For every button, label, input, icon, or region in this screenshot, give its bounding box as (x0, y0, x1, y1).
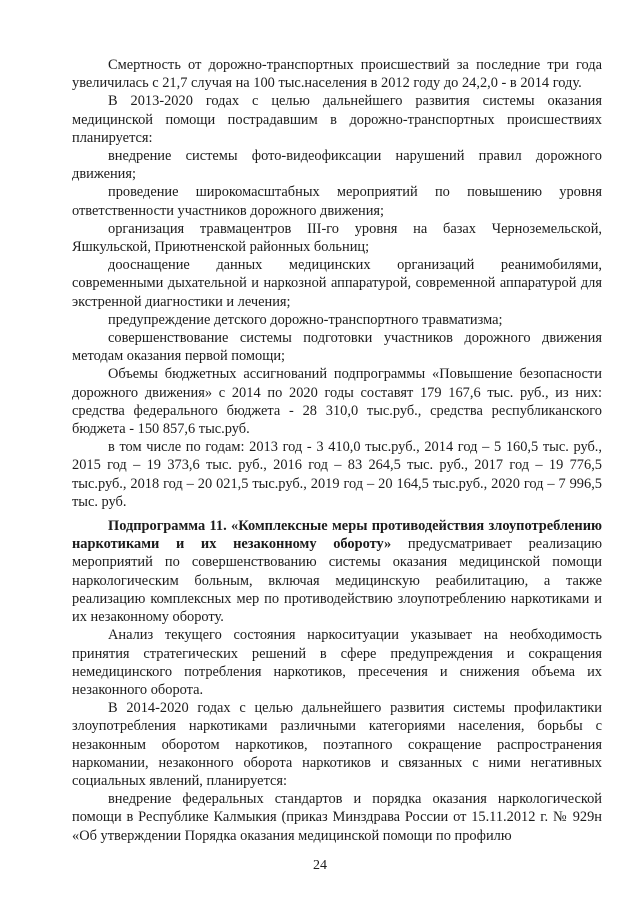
paragraph-analysis: Анализ текущего состояния наркоситуации указывает на необходимость принятия стратегических решений в сфере предупреждения и сокращения немедицинского потребления наркотиков, пресечения и снижения объема их незаконного оборота. (72, 627, 602, 698)
paragraph-prevention-plan: В 2014-2020 годах с целью дальнейшего развития системы профилактики злоупотребления наркотиками различными категориями населения, борьбы с незаконным оборотом наркотиков, поэтапного сокращение распространения наркомании, незаконного оборота наркотиков и связанных с ними негативных социальных явлений, планируется: (72, 700, 602, 789)
paragraph-budget: Объемы бюджетных ассигнований подпрограммы «Повышение безопасности дорожного движения» с 2014 по 2020 годы составят 179 167,6 тыс. руб., из них: средства федерального бюджета - 28 310,0 тыс.руб., средства республиканского бюджета - 150 857,6 тыс.руб. (72, 366, 602, 438)
paragraph-mortality: Смертность от дорожно-транспортных происшествий за последние три года увеличилась с 21,7 случая на 100 тыс.населения в 2012 году до 24,2,0 - в 2014 году. (72, 57, 602, 92)
paragraph-plan-intro: В 2013-2020 годах с целью дальнейшего развития системы оказания медицинской помощи пострадавшим в дорожно-транспортных происшествиях планируется: (72, 93, 602, 146)
list-item-trauma-centers: организация травмацентров III-го уровня на базах Черноземельской, Яшкульской, Приютненской районных больниц; (72, 220, 602, 256)
list-item-equipment: дооснащение данных медицинских организаций реанимобилями, современными дыхательной и наркозной аппаратурой, современной аппаратурой для экстренной диагностики и лечения; (72, 257, 602, 310)
subprogram-title: Подпрограмма 11. «Комплексные меры противодействия злоупотреблению наркотиками и их незаконному обороту» (72, 518, 602, 553)
list-item-child-injury: предупреждение детского дорожно-транспортного травматизма; (108, 311, 503, 328)
paragraph-budget-years: в том числе по годам: 2013 год - 3 410,0 тыс.руб., 2014 год – 5 160,5 тыс. руб., 2015 год – 19 373,6 тыс. руб., 2016 год – 83 264,5 тыс. руб., 2017 год – 19 776,5 тыс.руб., 2018 год – 20 021,5 тыс.руб., 2019 год – 20 164,5 тыс.руб., 2020 год – 7 996,5 тыс. руб. (72, 439, 602, 510)
page-number: 24 (313, 858, 327, 873)
list-item-photo-video: внедрение системы фото-видеофиксации нарушений правил дорожного движения; (72, 148, 602, 183)
list-item-federal-standards: внедрение федеральных стандартов и порядка оказания наркологической помощи в Республике Калмыкия (приказ Минздрава России от 15.11.2012 г. № 929н «Об утверждении Порядка оказания медицинской помощи по профилю (72, 791, 602, 844)
list-item-campaigns: проведение широкомасштабных мероприятий по повышению уровня ответственности участников дорожного движения; (72, 184, 602, 219)
subprogram-description: предусматривает реализацию мероприятий по совершенствованию системы оказания медицинской помощи наркологическим больным, включая медицинскую реабилитацию, а также реализацию комплексных мер по противодействию злоупотреблению наркотиками и их незаконному обороту. (72, 536, 602, 626)
body-text (72, 56, 602, 845)
list-item-first-aid: совершенствование системы подготовки участников дорожного движения методам оказания первой помощи; (72, 330, 602, 365)
paragraph-subprogram-11 (72, 517, 602, 626)
